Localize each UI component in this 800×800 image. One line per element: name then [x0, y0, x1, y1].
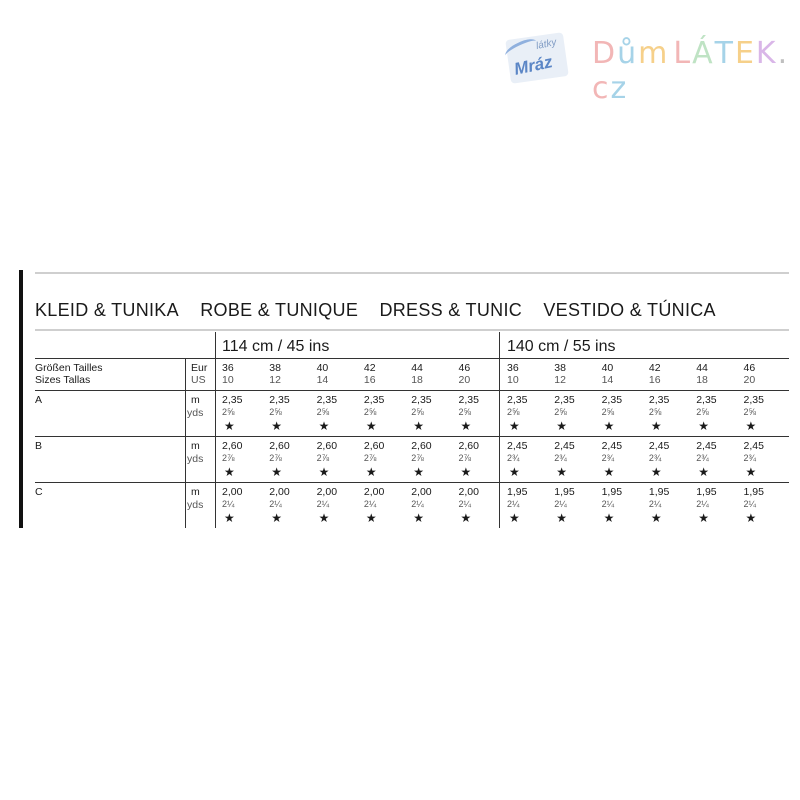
- size-label-line2: Sizes Tallas: [35, 374, 91, 386]
- yards-value: 2⅞: [411, 453, 424, 463]
- yards-value: 2¼: [554, 499, 567, 509]
- size-eur: 46: [743, 362, 756, 374]
- size-us: 16: [363, 374, 376, 386]
- size-us: 12: [554, 374, 566, 386]
- size-eur: 40: [601, 362, 614, 374]
- star-icon: ★: [271, 465, 283, 479]
- title-french: ROBE & TUNIQUE: [200, 300, 359, 320]
- star-icon: ★: [745, 511, 757, 525]
- star-icon: ★: [603, 419, 615, 433]
- yards-value: 2⅞: [363, 453, 377, 463]
- star-icon: ★: [413, 419, 424, 433]
- star-icon: ★: [224, 511, 235, 525]
- star-icon: ★: [365, 419, 377, 433]
- yards-value: 2⅝: [363, 407, 377, 417]
- yards-value: 2⅞: [222, 453, 235, 463]
- star-icon: ★: [224, 465, 235, 479]
- yards-value: 2¼: [743, 499, 757, 509]
- yards-value: 2¼: [648, 499, 662, 509]
- unit-m: m: [191, 486, 200, 498]
- unit-yds: yds: [187, 499, 204, 511]
- meters-value: 2,35: [601, 394, 623, 406]
- yards-value: 2⅝: [601, 407, 615, 417]
- meters-value: 2,35: [316, 394, 338, 406]
- yards-value: 2¾: [696, 453, 709, 463]
- top-divider: [35, 272, 789, 274]
- meters-value: 2,00: [411, 486, 432, 498]
- yards-value: 2¾: [507, 453, 520, 463]
- star-icon: ★: [460, 419, 472, 433]
- title-english: DRESS & TUNIC: [379, 300, 523, 320]
- unit-m: m: [191, 394, 200, 406]
- meters-value: 2,35: [222, 394, 243, 406]
- meters-value: 1,95: [601, 486, 623, 498]
- meters-value: 2,35: [363, 394, 385, 406]
- size-us: 20: [458, 374, 471, 386]
- table-vline: [185, 358, 186, 528]
- star-icon: ★: [271, 419, 283, 433]
- title-spanish: VESTIDO & TÚNICA: [543, 300, 716, 320]
- yards-value: 2¼: [411, 499, 424, 509]
- size-us: 12: [269, 374, 281, 386]
- yards-value: 2⅞: [316, 453, 330, 463]
- meters-value: 2,45: [554, 440, 575, 452]
- left-margin-bar: [19, 270, 23, 528]
- dum-latek-logo: [592, 36, 800, 106]
- unit-yds: yds: [187, 407, 204, 419]
- logo-letter: .: [777, 36, 790, 71]
- latky-mraz-logo: [500, 30, 572, 88]
- yards-value: 2¼: [507, 499, 520, 509]
- meters-value: 2,35: [648, 394, 670, 406]
- star-icon: ★: [318, 419, 330, 433]
- meters-value: 2,45: [743, 440, 764, 452]
- unit-m: m: [191, 440, 200, 452]
- logo-letter: m: [638, 36, 670, 71]
- yards-value: 2⅝: [411, 407, 424, 417]
- meters-value: 2,35: [743, 394, 764, 406]
- table-vline: [499, 332, 500, 528]
- meters-value: 2,35: [507, 394, 528, 406]
- logo-small-text: látky: [535, 36, 558, 53]
- meters-value: 2,00: [222, 486, 243, 498]
- meters-value: 1,95: [554, 486, 575, 498]
- size-eur: 42: [648, 362, 661, 374]
- meters-value: 1,95: [507, 486, 528, 498]
- table-vline: [215, 332, 216, 528]
- logo-letter: c: [592, 71, 611, 106]
- meters-value: 2,60: [411, 440, 432, 452]
- logo-letter: ů: [617, 36, 639, 71]
- logo-big-text: Mráz: [512, 52, 555, 79]
- star-icon: ★: [603, 511, 615, 525]
- star-icon: ★: [556, 511, 568, 525]
- meters-value: 2,60: [269, 440, 290, 452]
- meters-value: 2,60: [222, 440, 243, 452]
- logo-letter: L: [673, 36, 693, 71]
- meters-value: 2,45: [601, 440, 623, 452]
- star-icon: ★: [509, 419, 520, 433]
- meters-value: 2,35: [411, 394, 432, 406]
- star-icon: ★: [698, 465, 709, 479]
- size-eur: 36: [507, 362, 519, 374]
- view-label: C: [35, 486, 43, 498]
- star-icon: ★: [698, 419, 709, 433]
- yards-value: 2⅝: [507, 407, 520, 417]
- size-us: 14: [316, 374, 329, 386]
- star-icon: ★: [460, 511, 472, 525]
- star-icon: ★: [413, 465, 424, 479]
- size-eur: 44: [696, 362, 708, 374]
- meters-value: 2,00: [269, 486, 290, 498]
- yards-value: 2¼: [222, 499, 235, 509]
- meters-value: 2,60: [316, 440, 338, 452]
- size-eur: 40: [316, 362, 329, 374]
- table-hline: [35, 390, 789, 391]
- star-icon: ★: [460, 465, 472, 479]
- size-us: 20: [743, 374, 756, 386]
- star-icon: ★: [318, 511, 330, 525]
- star-icon: ★: [413, 511, 424, 525]
- star-icon: ★: [650, 465, 662, 479]
- meters-value: 1,95: [648, 486, 670, 498]
- size-eur: 38: [269, 362, 281, 374]
- meters-value: 2,45: [507, 440, 528, 452]
- yards-value: 2¼: [696, 499, 709, 509]
- star-icon: ★: [318, 465, 330, 479]
- logo-letter: z: [610, 71, 629, 106]
- star-icon: ★: [698, 511, 709, 525]
- yards-value: 2⅝: [458, 407, 472, 417]
- size-eur: 44: [411, 362, 423, 374]
- size-eur: 42: [363, 362, 376, 374]
- yards-value: 2⅝: [554, 407, 567, 417]
- meters-value: 2,45: [648, 440, 670, 452]
- size-us: 18: [411, 374, 423, 386]
- star-icon: ★: [650, 419, 662, 433]
- star-icon: ★: [556, 465, 568, 479]
- unit-yds: yds: [187, 453, 204, 465]
- meters-value: 2,00: [316, 486, 338, 498]
- yards-value: 2⅝: [648, 407, 662, 417]
- size-us: 18: [696, 374, 708, 386]
- size-us: 10: [222, 374, 234, 386]
- logo-letter: E: [734, 36, 756, 71]
- yards-value: 2¾: [554, 453, 567, 463]
- star-icon: ★: [509, 511, 520, 525]
- star-icon: ★: [365, 465, 377, 479]
- star-icon: ★: [271, 511, 283, 525]
- title-divider: [35, 329, 789, 331]
- meters-value: 1,95: [696, 486, 717, 498]
- meters-value: 2,60: [458, 440, 479, 452]
- meters-value: 2,35: [696, 394, 717, 406]
- star-icon: ★: [650, 511, 662, 525]
- yards-value: 2⅞: [269, 453, 282, 463]
- meters-value: 1,95: [743, 486, 764, 498]
- meters-value: 2,60: [363, 440, 385, 452]
- size-eur: 46: [458, 362, 471, 374]
- meters-value: 2,00: [363, 486, 385, 498]
- yards-value: 2⅞: [458, 453, 472, 463]
- star-icon: ★: [365, 511, 377, 525]
- star-icon: ★: [556, 419, 568, 433]
- yards-value: 2⅝: [316, 407, 330, 417]
- unit-eur: Eur: [191, 362, 208, 374]
- logo-letter: K: [755, 36, 778, 71]
- star-icon: ★: [603, 465, 615, 479]
- view-label: B: [35, 440, 43, 452]
- yards-value: 2¼: [316, 499, 330, 509]
- yards-value: 2⅝: [696, 407, 709, 417]
- size-eur: 36: [222, 362, 234, 374]
- meters-value: 2,35: [458, 394, 479, 406]
- logo-letter: D: [592, 36, 618, 71]
- view-label: A: [35, 394, 43, 406]
- star-icon: ★: [509, 465, 520, 479]
- unit-us: US: [191, 374, 206, 386]
- meters-value: 2,45: [696, 440, 717, 452]
- yards-value: 2⅝: [743, 407, 757, 417]
- meters-value: 2,00: [458, 486, 479, 498]
- meters-value: 2,35: [269, 394, 290, 406]
- table-hline: [35, 358, 789, 359]
- meters-value: 2,35: [554, 394, 575, 406]
- star-icon: ★: [745, 419, 757, 433]
- table-hline: [35, 482, 789, 483]
- size-label-line1: Größen Tailles: [35, 362, 103, 374]
- table-hline: [35, 436, 789, 437]
- yards-value: 2¾: [648, 453, 662, 463]
- logo-letter: Á: [692, 36, 715, 71]
- yards-value: 2⅝: [269, 407, 282, 417]
- star-icon: ★: [745, 465, 757, 479]
- size-eur: 38: [554, 362, 566, 374]
- size-us: 10: [507, 374, 519, 386]
- pattern-title: [35, 300, 732, 321]
- title-german: KLEID & TUNIKA: [35, 300, 179, 320]
- size-us: 16: [648, 374, 661, 386]
- yards-value: 2¼: [458, 499, 472, 509]
- logo-letter: T: [714, 36, 735, 71]
- yards-value: 2¾: [601, 453, 615, 463]
- star-icon: ★: [224, 419, 235, 433]
- yards-value: 2¼: [269, 499, 282, 509]
- fabric-width-140: 140 cm / 55 ins: [507, 338, 616, 355]
- fabric-width-114: 114 cm / 45 ins: [222, 338, 330, 355]
- size-us: 14: [601, 374, 614, 386]
- yards-value: 2¼: [363, 499, 377, 509]
- yards-value: 2⅝: [222, 407, 235, 417]
- yards-value: 2¾: [743, 453, 757, 463]
- yards-value: 2¼: [601, 499, 615, 509]
